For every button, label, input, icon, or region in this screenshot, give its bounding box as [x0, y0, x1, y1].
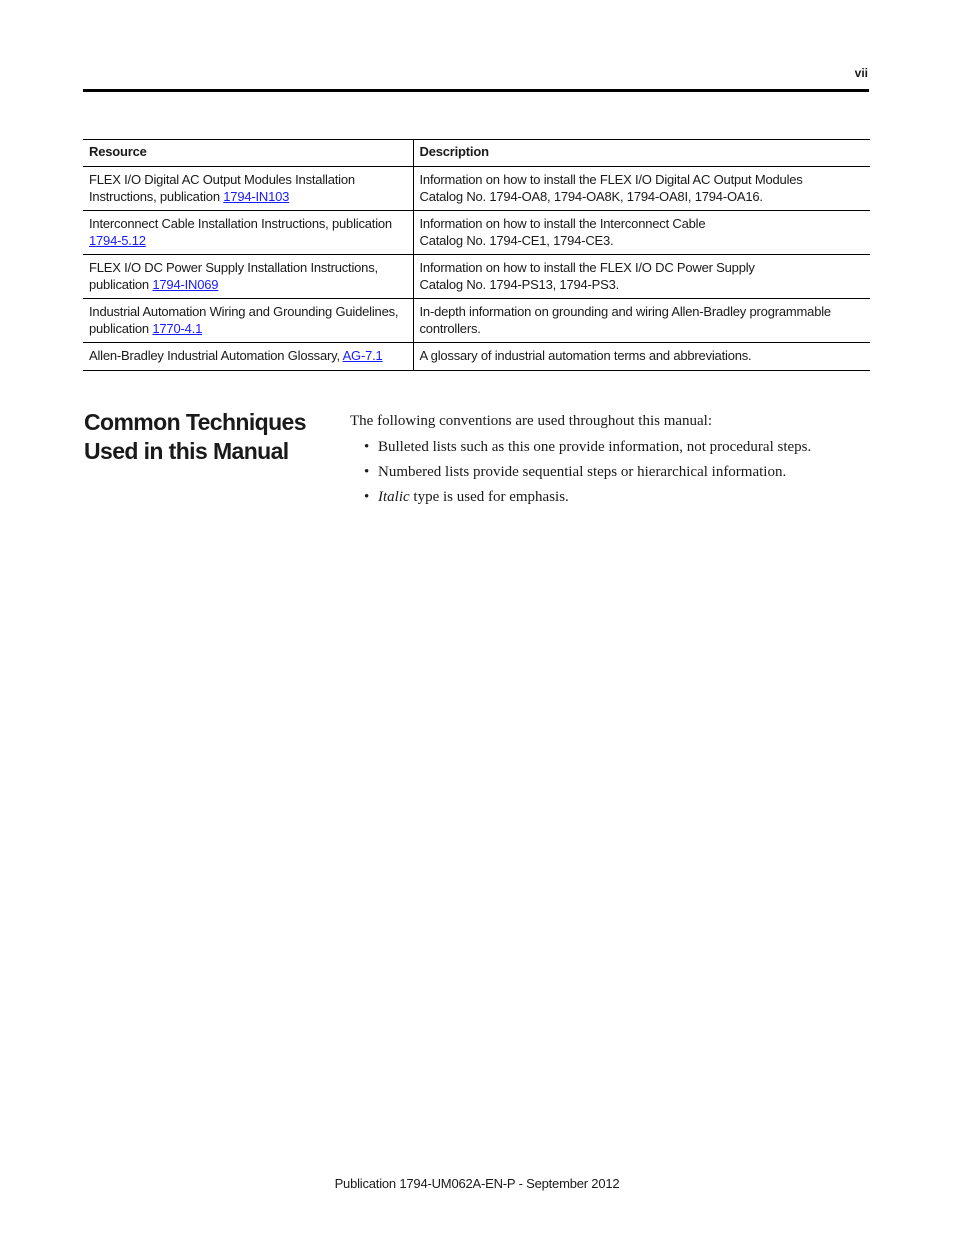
conventions-list: [350, 438, 890, 506]
footer: [0, 1176, 954, 1191]
header-description: Description: [413, 140, 870, 167]
publication-link[interactable]: 1794-IN103: [223, 189, 290, 204]
page-number: vii: [854, 66, 868, 80]
italic-word: Italic: [378, 489, 410, 505]
resource-text: Interconnect Cable Installation Instructions, publication: [89, 216, 392, 231]
table-row: [83, 167, 870, 211]
header-resource: Resource: [83, 140, 413, 167]
resource-text: FLEX I/O Digital AC Output Modules Installation Instructions, publication: [89, 172, 355, 204]
resource-cell: [83, 255, 413, 299]
table-row: [83, 299, 870, 343]
publication-footer: Publication 1794-UM062A-EN-P - September 2012: [334, 1176, 620, 1191]
publication-link[interactable]: 1794-IN069: [152, 277, 219, 292]
publication-link[interactable]: 1794-5.12: [89, 233, 146, 248]
list-item-text: type is used for emphasis.: [409, 489, 569, 505]
description-line: Catalog No. 1794-OA8, 1794-OA8K, 1794-OA8I, 1794-OA16.: [419, 189, 763, 204]
list-item: • Numbered lists provide sequential steps or hierarchical information.: [378, 463, 890, 481]
description-line: Catalog No. 1794-PS13, 1794-PS3.: [419, 277, 620, 292]
publication-link[interactable]: AG-7.1: [342, 348, 383, 363]
resource-text: Industrial Automation Wiring and Grounding Guidelines, publication: [89, 304, 399, 336]
description-line: Catalog No. 1794-CE1, 1794-CE3.: [419, 233, 614, 248]
table-row: [83, 343, 870, 371]
table-row: [83, 211, 870, 255]
header-rule: [83, 89, 869, 92]
description-line: Information on how to install the Interconnect Cable: [419, 216, 706, 231]
resources-table: [83, 139, 870, 371]
description-line: Information on how to install the FLEX I/O DC Power Supply: [419, 260, 755, 275]
description-cell: [413, 255, 870, 299]
table-header-row: [83, 140, 870, 167]
section-heading: Common Techniques Used in this Manual: [84, 409, 306, 464]
resource-cell: [83, 167, 413, 211]
description-cell: [413, 343, 870, 371]
description-line: A glossary of industrial automation terms and abbreviations.: [419, 348, 752, 363]
intro-paragraph: The following conventions are used throughout this manual:: [350, 413, 713, 429]
description-cell: [413, 211, 870, 255]
description-cell: [413, 299, 870, 343]
list-item: • Bulleted lists such as this one provide information, not procedural steps.: [378, 438, 890, 456]
resource-text: FLEX I/O DC Power Supply Installation Instructions, publication: [89, 260, 378, 292]
resource-cell: [83, 211, 413, 255]
resource-cell: [83, 343, 413, 371]
list-item: [378, 488, 890, 506]
section-body: [350, 413, 890, 513]
resource-text: Allen-Bradley Industrial Automation Glossary,: [89, 348, 343, 363]
description-cell: [413, 167, 870, 211]
table-row: [83, 255, 870, 299]
resource-cell: [83, 299, 413, 343]
publication-link[interactable]: 1770-4.1: [152, 321, 203, 336]
description-line: Information on how to install the FLEX I/O Digital AC Output Modules: [419, 172, 803, 187]
description-line: In-depth information on grounding and wiring Allen-Bradley programmable controllers.: [419, 304, 831, 336]
